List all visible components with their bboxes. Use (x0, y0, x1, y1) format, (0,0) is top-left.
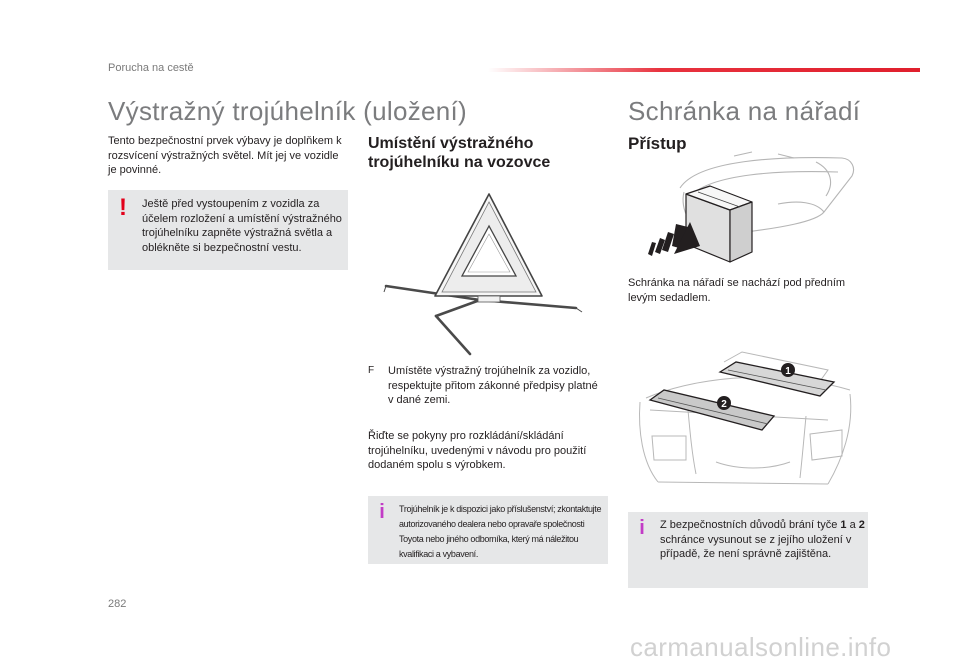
watermark: carmanualsonline.info (630, 632, 892, 662)
info-text (660, 518, 865, 562)
info-icon: i (639, 517, 645, 539)
section-label: Porucha na cestě (108, 62, 194, 74)
warning-box (108, 190, 348, 270)
intro-text: Tento bezpečnostní prvek výbavy je doplňkem k rozsvícení výstražných světel. Mít jej ve vozidle je povinné. (108, 135, 342, 176)
info-text-part: Z bezpečnostních důvodů brání tyče (660, 519, 841, 531)
page-title: Výstražný trojúhelník (uložení) (108, 96, 468, 126)
info-box (368, 496, 608, 564)
folding-note: Řiďte se pokyny pro rozkládání/skládání trojúhelníku, uvedenými v návodu pro použití dodaném spolu s výrobkem. (368, 430, 587, 471)
bullet-text: Umístěte výstražný trojúhelník za vozidlo, respektujte přitom zákonné předpisy platné v dané zemi. (388, 365, 598, 406)
tool-box-illustration (628, 350, 868, 490)
svg-text:1: 1 (785, 366, 791, 377)
info-icon: i (379, 501, 385, 523)
access-heading: Přístup (628, 134, 687, 153)
warning-triangle-illustration (370, 182, 610, 362)
exclamation-icon: ! (119, 194, 127, 221)
info-text-part: schránce vysunout se z jejího uložení v případě, že není správně zajištěna. (660, 533, 852, 560)
info-text-part: a (846, 519, 859, 531)
bullet-icon: F (368, 365, 375, 376)
header-rule (488, 68, 920, 72)
seat-illustration (628, 152, 868, 270)
placement-heading: Umístění výstražného trojúhelníku na vozovce (368, 135, 551, 171)
callout-1 (781, 363, 795, 377)
rod-number: 1 (840, 519, 847, 531)
info-box (628, 512, 868, 588)
svg-text:2: 2 (721, 399, 727, 410)
callout-2 (717, 396, 731, 410)
page-number: 282 (108, 598, 127, 610)
warning-text: Ještě před vystoupením z vozidla za účelem rozložení a umístění výstražného trojúhelníku zapněte výstražná světla a oblékněte si bezpečnostní vestu. (142, 198, 342, 254)
info-text: Trojúhelník je k dispozici jako příslušenství; zkontaktujte autorizovaného dealera nebo opravaře společnosti Toyota nebo jiného odborníka, který má náležitou kvalifikaci a vybavení. (399, 504, 602, 559)
section-title: Schránka na nářadí (628, 96, 861, 126)
rod-number: 2 (858, 519, 865, 531)
tool-location-text: Schránka na nářadí se nachází pod předním levým sedadlem. (628, 277, 846, 304)
